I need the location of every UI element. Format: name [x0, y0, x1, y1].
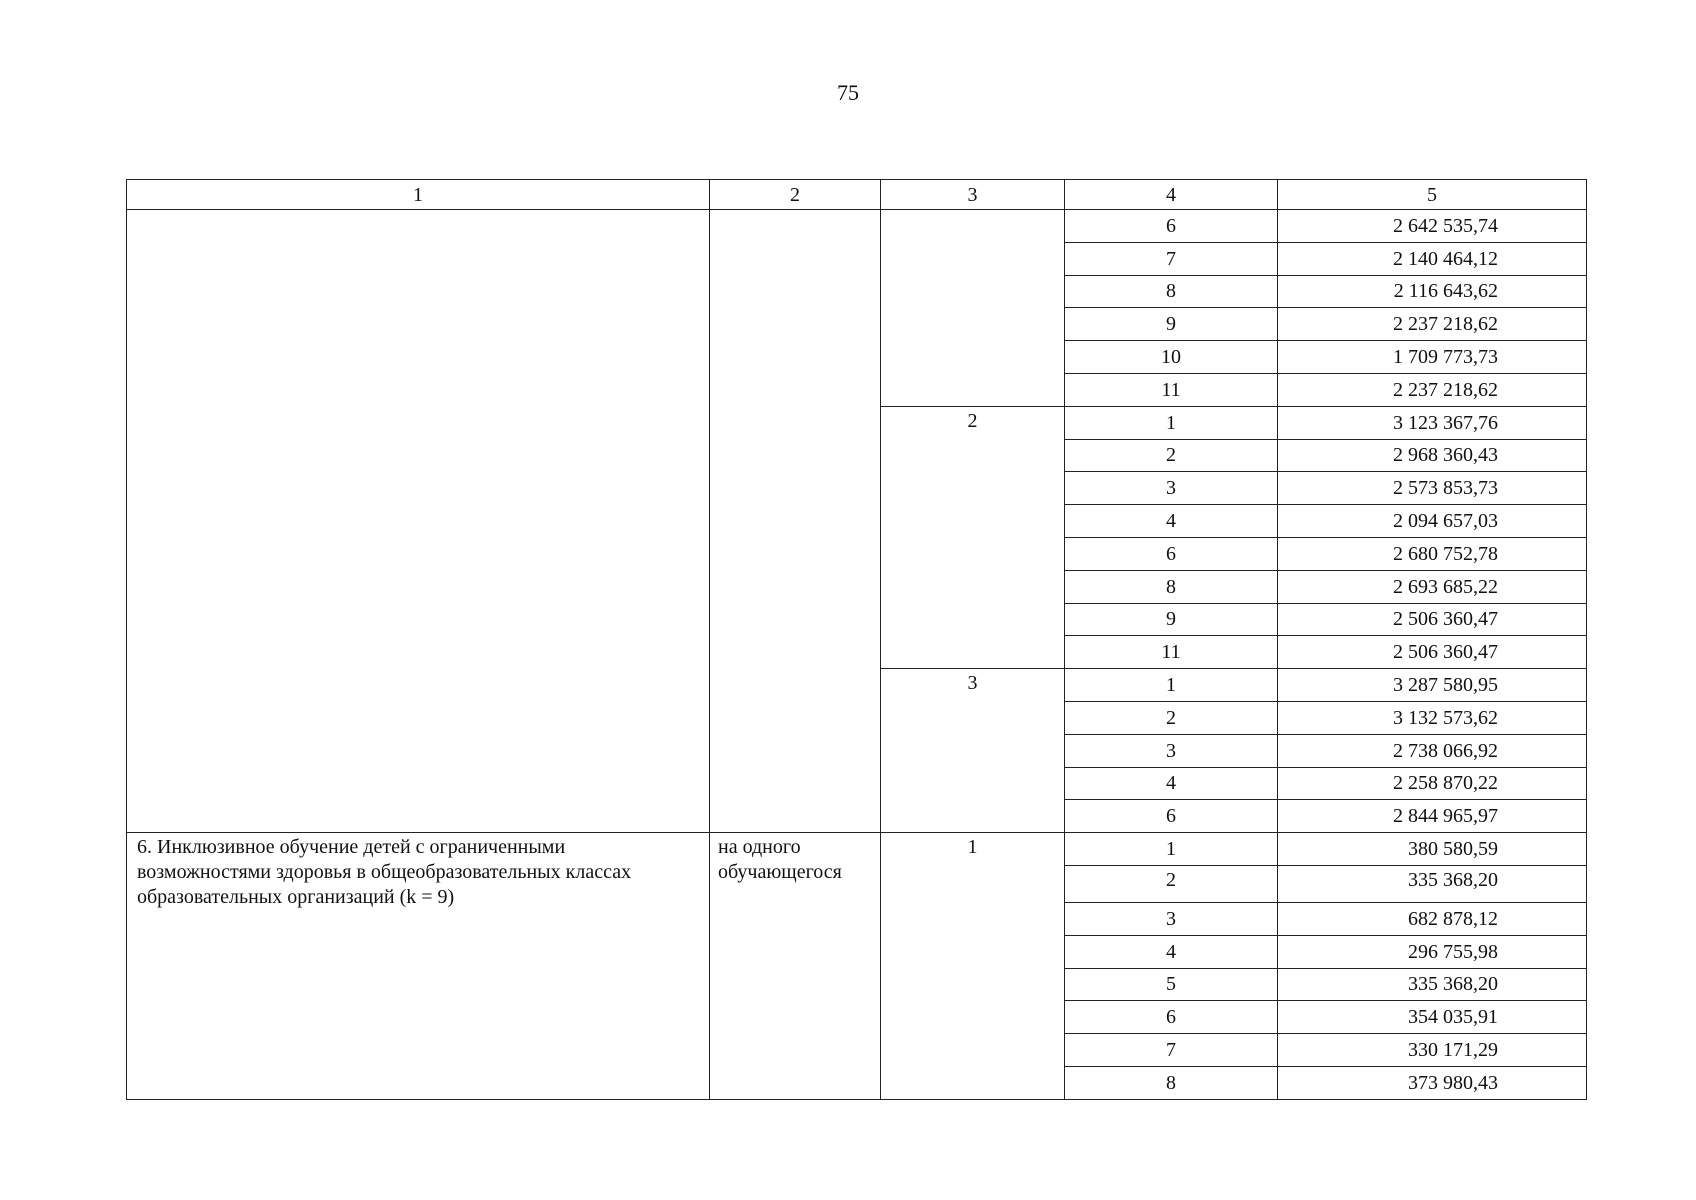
k-value: 2	[1065, 439, 1278, 472]
group-label: 2	[881, 406, 1065, 668]
header-col-2: 2	[710, 180, 881, 210]
table-row	[127, 833, 1587, 866]
cost-value: 380 580,59	[1278, 833, 1587, 866]
cost-value: 2 116 643,62	[1278, 275, 1587, 308]
cost-value: 2 680 752,78	[1278, 537, 1587, 570]
cost-value: 335 368,20	[1278, 968, 1587, 1001]
k-value: 11	[1065, 636, 1278, 669]
cost-value: 2 693 685,22	[1278, 570, 1587, 603]
k-value: 3	[1065, 734, 1278, 767]
k-value: 6	[1065, 537, 1278, 570]
k-value: 1	[1065, 669, 1278, 702]
cost-value: 2 237 218,62	[1278, 373, 1587, 406]
k-value: 10	[1065, 341, 1278, 374]
cost-value: 3 123 367,76	[1278, 406, 1587, 439]
cost-value: 2 968 360,43	[1278, 439, 1587, 472]
k-value: 2	[1065, 701, 1278, 734]
k-value: 7	[1065, 242, 1278, 275]
k-value: 2	[1065, 865, 1278, 902]
cost-value: 335 368,20	[1278, 865, 1587, 902]
cost-value: 2 738 066,92	[1278, 734, 1587, 767]
header-col-3: 3	[881, 180, 1065, 210]
cost-value: 2 094 657,03	[1278, 505, 1587, 538]
k-value: 1	[1065, 833, 1278, 866]
cost-value: 2 258 870,22	[1278, 767, 1587, 800]
k-value: 6	[1065, 800, 1278, 833]
k-value: 3	[1065, 902, 1278, 935]
k-value: 9	[1065, 308, 1278, 341]
cost-value: 330 171,29	[1278, 1034, 1587, 1067]
k-value: 6	[1065, 1001, 1278, 1034]
k-value: 6	[1065, 210, 1278, 243]
k-value: 9	[1065, 603, 1278, 636]
header-col-5: 5	[1278, 180, 1587, 210]
k-value: 4	[1065, 935, 1278, 968]
continued-group-cell	[881, 210, 1065, 407]
k-value: 8	[1065, 275, 1278, 308]
normative-cost-table	[126, 179, 1587, 1100]
header-row	[127, 180, 1587, 210]
k-value: 4	[1065, 505, 1278, 538]
service-description: 6. Инклюзивное обучение детей с ограниченными возможностями здоровья в общеобразовательных классах образовательных организаций (k = 9)	[127, 833, 710, 1100]
cost-value: 1 709 773,73	[1278, 341, 1587, 374]
cost-value: 354 035,91	[1278, 1001, 1587, 1034]
cost-value: 3 287 580,95	[1278, 669, 1587, 702]
k-value: 3	[1065, 472, 1278, 505]
cost-value: 2 642 535,74	[1278, 210, 1587, 243]
cost-value: 2 140 464,12	[1278, 242, 1587, 275]
k-value: 7	[1065, 1034, 1278, 1067]
cost-value: 682 878,12	[1278, 902, 1587, 935]
group-label: 1	[881, 833, 1065, 1100]
k-value: 8	[1065, 1066, 1278, 1099]
cost-value: 2 237 218,62	[1278, 308, 1587, 341]
k-value: 4	[1065, 767, 1278, 800]
header-col-4: 4	[1065, 180, 1278, 210]
page-number: 75	[837, 80, 859, 105]
cost-value: 2 844 965,97	[1278, 800, 1587, 833]
cost-value: 2 573 853,73	[1278, 472, 1587, 505]
cost-value: 373 980,43	[1278, 1066, 1587, 1099]
k-value: 1	[1065, 406, 1278, 439]
cost-value: 2 506 360,47	[1278, 636, 1587, 669]
continued-unit-cell	[710, 210, 881, 833]
table-row	[127, 210, 1587, 243]
continued-description-cell	[127, 210, 710, 833]
k-value: 11	[1065, 373, 1278, 406]
cost-value: 296 755,98	[1278, 935, 1587, 968]
group-label: 3	[881, 669, 1065, 833]
k-value: 5	[1065, 968, 1278, 1001]
header-col-1: 1	[127, 180, 710, 210]
k-value: 8	[1065, 570, 1278, 603]
cost-value: 2 506 360,47	[1278, 603, 1587, 636]
cost-value: 3 132 573,62	[1278, 701, 1587, 734]
unit-of-measure: на одного обучающегося	[710, 833, 881, 1100]
